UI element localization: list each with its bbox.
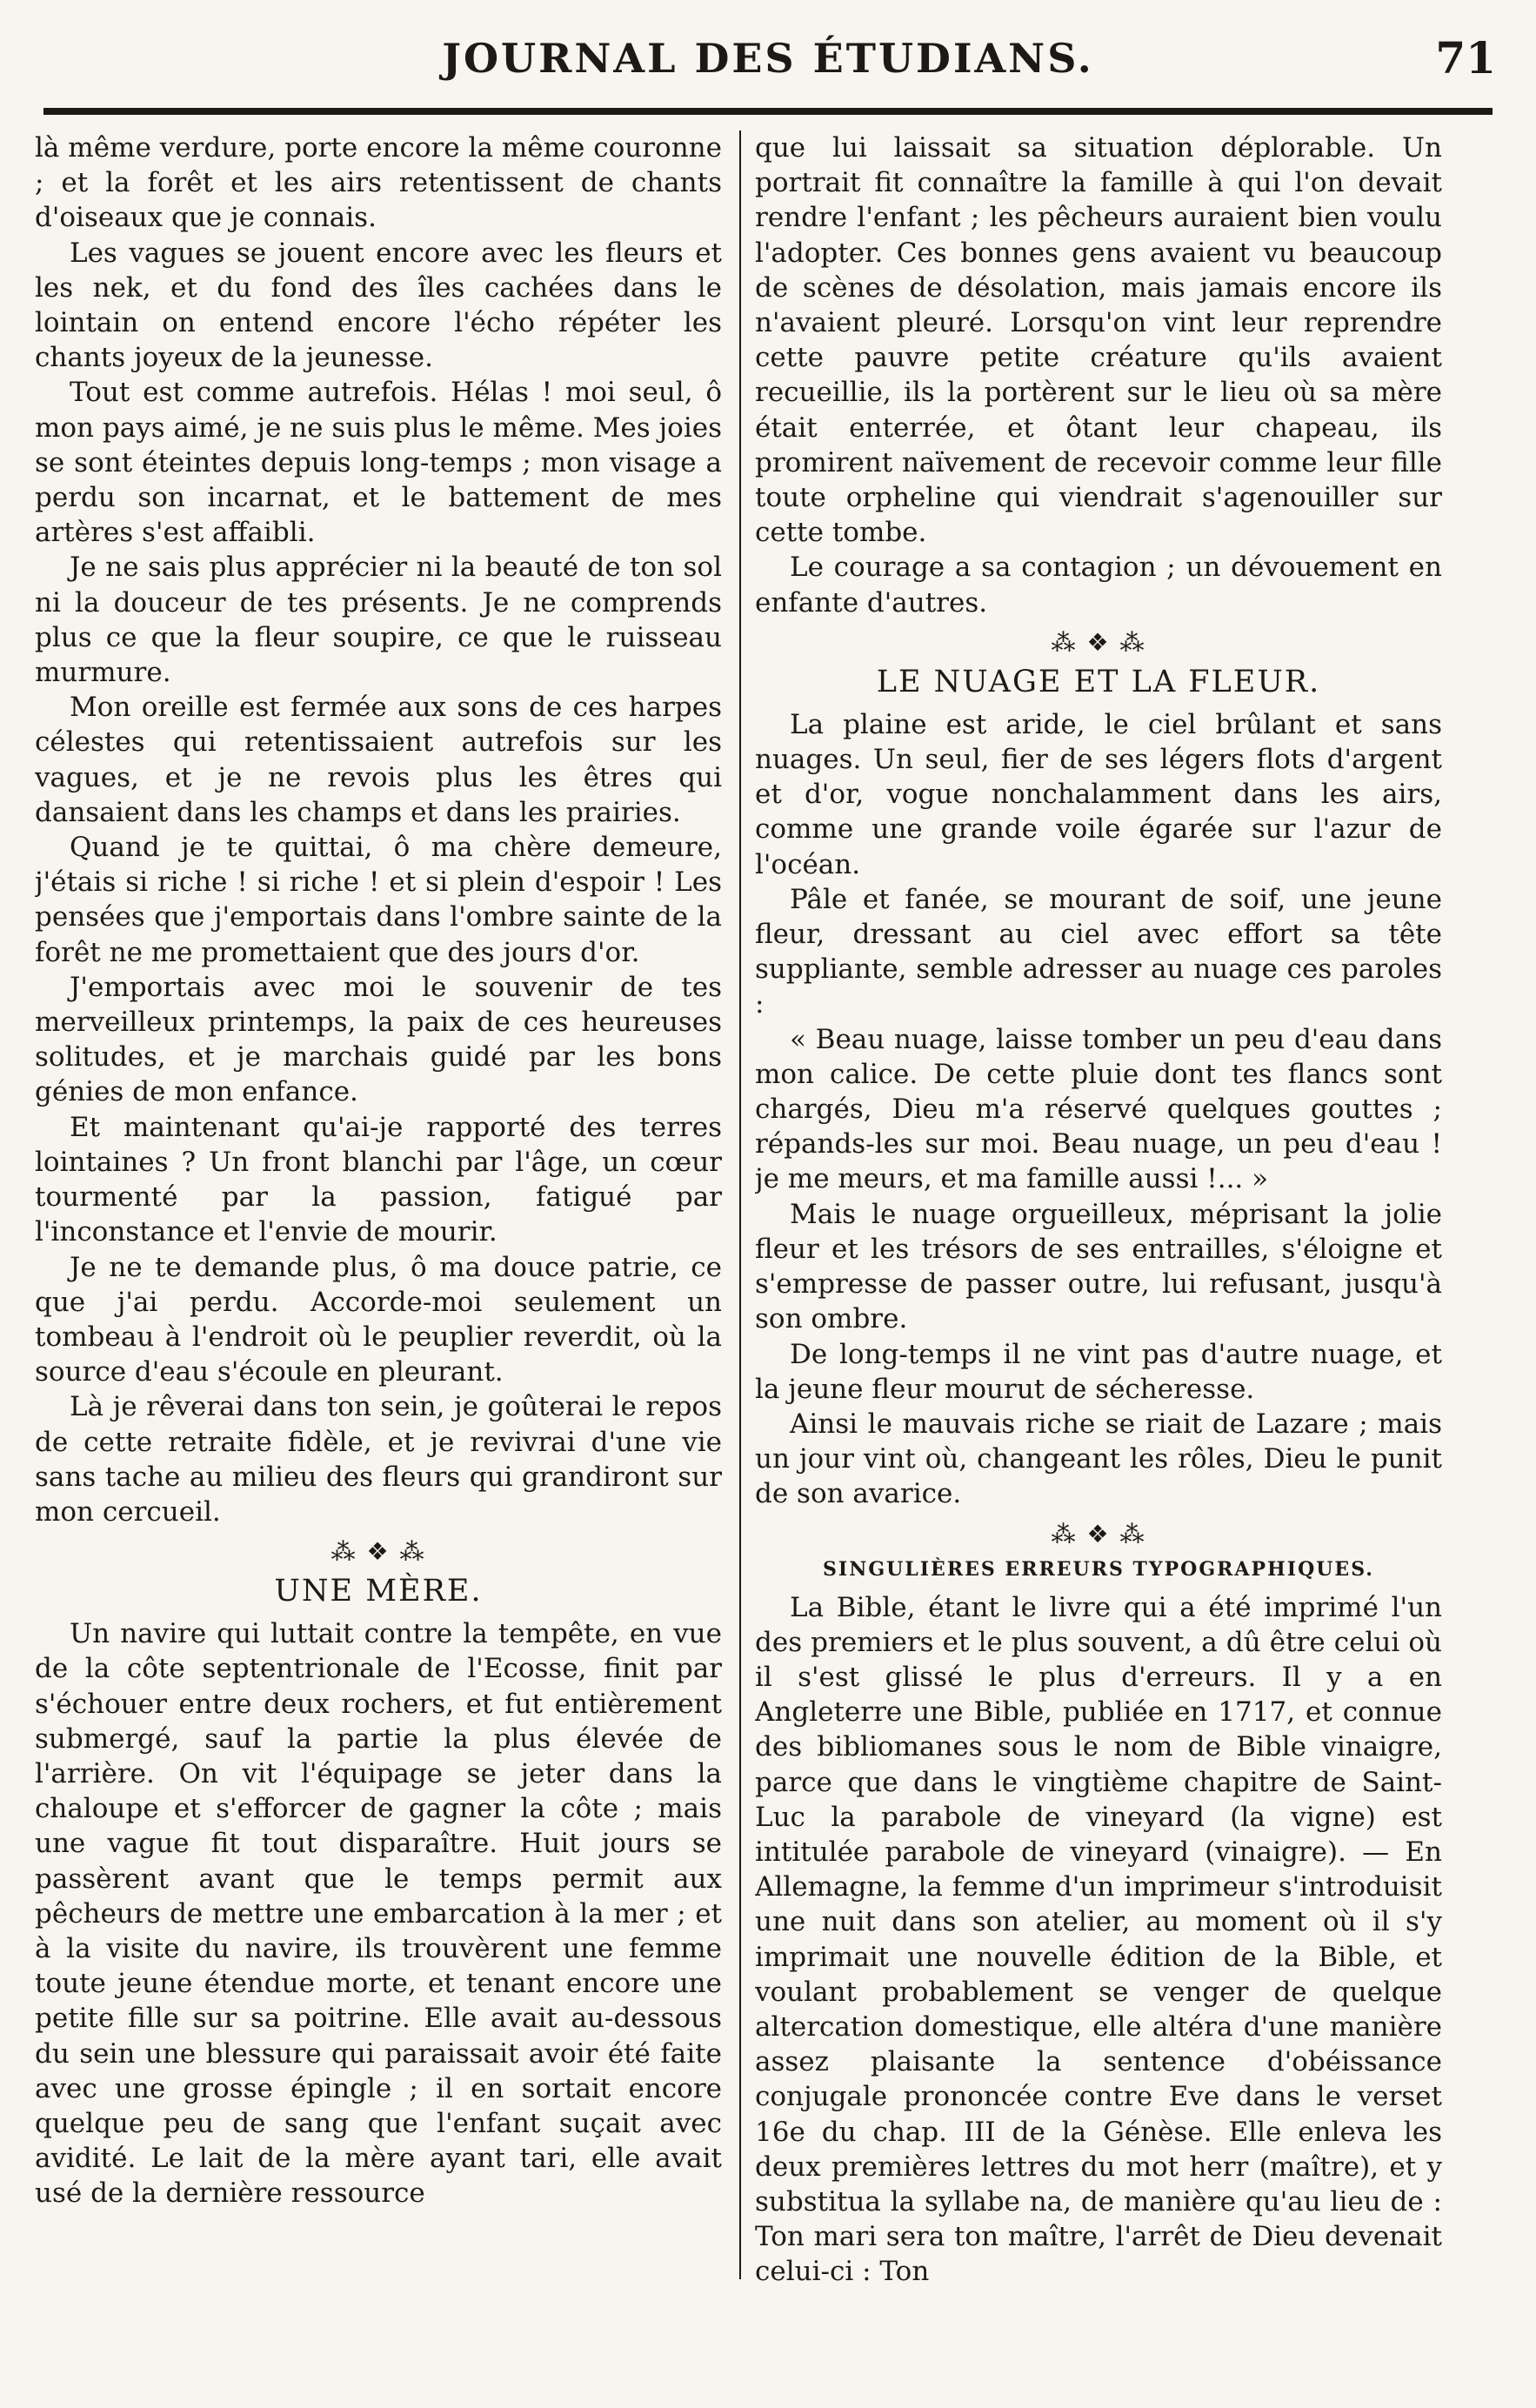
paragraph: Mon oreille est fermée aux sons de ces harpes célestes qui retentissaient autrefois sur les vagues, et je ne revois plus les êtres qui dansaient dans les champs et dans les prairies. xyxy=(35,692,722,828)
section-title-nuage-fleur: LE NUAGE ET LA FLEUR. xyxy=(876,664,1321,699)
paragraph: Là je rêverai dans ton sein, je goûterai le repos de cette retraite fidèle, et je revivrai d'une vie sans tache au milieu des fleurs qui grandiront sur mon cercueil. xyxy=(35,1391,722,1528)
page-number: 71 xyxy=(1435,32,1496,84)
column-rule xyxy=(739,130,741,2279)
running-title: JOURNAL DES ÉTUDIANS. xyxy=(442,35,1094,82)
paragraph: Quand je te quittai, ô ma chère demeure, j'étais si riche ! si riche ! et si plein d'espoir ! Les pensées que j'emportais dans l'ombre sainte de la forêt ne me promettaient que des jours d'or. xyxy=(35,832,722,968)
page-header xyxy=(35,28,1501,108)
paragraph: là même verdure, porte encore la même couronne ; et la forêt et les airs retentissent de chants d'oiseaux que je connais. xyxy=(35,132,722,234)
paragraph: Je ne sais plus apprécier ni la beauté de ton sol ni la douceur de tes présents. Je ne comprends plus ce que la fleur soupire, ce que le ruisseau murmure. xyxy=(35,552,722,689)
section-title-une-mere: UNE MÈRE. xyxy=(274,1574,483,1609)
paragraph: Mais le nuage orgueilleux, méprisant la jolie fleur et les trésors de ses entrailles, s'éloigne et s'empresse de passer outre, lui refusant, jusqu'à son ombre. xyxy=(755,1198,1442,1335)
paragraph: Les vagues se jouent encore avec les fleurs et les nek, et du fond des îles cachées dans le lointain on entend encore l'écho répéter les chants joyeux de la jeunesse. xyxy=(35,237,722,374)
section-title-erreurs: SINGULIÈRES ERREURS TYPOGRAPHIQUES. xyxy=(823,1557,1374,1581)
paragraph: Pâle et fanée, se mourant de soif, une jeune fleur, dressant au ciel avec effort sa tête suppliante, semble adresser au nuage ces paroles : xyxy=(755,883,1442,1020)
paragraph: « Beau nuage, laisse tomber un peu d'eau dans mon calice. De cette pluie dont tes flancs sont chargés, Dieu m'a réservé quelques gouttes ; répands-les sur moi. Beau nuage, un peu d'eau ! je me meurs, et ma famille aussi !... » xyxy=(755,1023,1442,1195)
right-column xyxy=(755,130,1442,2358)
paragraph: La plaine est aride, le ciel brûlant et sans nuages. Un seul, fier de ses légers flots d'argent et d'or, vogue nonchalamment dans les airs, comme une grande voile égarée sur l'azur de l'océan. xyxy=(755,708,1442,880)
section-ornament: ⁂ ❖ ⁂ xyxy=(331,1537,426,1567)
paragraph: Je ne te demande plus, ô ma douce patrie, ce que j'ai perdu. Accorde-moi seulement un tombeau à l'endroit où le peuplier reverdit, où la source d'eau s'écoule en pleurant. xyxy=(35,1251,722,1388)
left-column xyxy=(35,130,722,2358)
paragraph: Tout est comme autrefois. Hélas ! moi seul, ô mon pays aimé, je ne suis plus le même. Mes joies se sont éteintes depuis long-temps ; mon visage a perdu son incarnat, et le battement de mes artères s'est affaibli. xyxy=(35,377,722,549)
paragraph: La Bible, étant le livre qui a été imprimé l'un des premiers et le plus souvent, a dû être celui où il s'est glissé le plus d'erreurs. Il y a en Angleterre une Bible, publiée en 1717, et connue des bibliomanes sous le nom de Bible vinaigre, parce que dans le vingtième chapitre de Saint-Luc la parabole de vineyard (la vigne) est intitulée parabole de vineyard (vinaigre). — En Allemagne, la femme d'un imprimeur s'introduisit une nuit dans son atelier, au moment où il s'y imprimait une nouvelle édition de la Bible, et voulant probablement se venger de quelque altercation domestique, elle altéra d'une manière assez plaisante la sentence d'obéissance conjugale prononcée contre Eve dans le verset 16e du chap. III de la Génèse. Elle enleva les deux premières lettres du mot herr (maître), et y substitua la syllabe na, de manière qu'au lieu de : Ton mari sera ton maître, l'arrêt de Dieu devenait celui-ci : Ton xyxy=(755,1591,1442,2288)
paragraph: Un navire qui luttait contre la tempête, en vue de la côte septentrionale de l'Ecosse, finit par s'échouer entre deux rochers, et fut entièrement submergé, sauf la partie la plus élevée de l'arrière. On vit l'équipage se jeter dans la chaloupe et s'efforcer de gagner la côte ; mais une vague fit tout disparaître. Huit jours se passèrent avant que le temps permit aux pêcheurs de mettre une embarcation à la mer ; et à la visite du navire, ils trouvèrent une femme toute jeune étendue morte, et tenant encore une petite fille sur sa poitrine. Elle avait au-dessous du sein une blessure qui paraissait avoir été faite avec une grosse épingle ; il en sortait encore quelque peu de sang que l'enfant suçait avec avidité. Le lait de la mère ayant tari, elle avait usé de la dernière ressource xyxy=(35,1618,722,2210)
paragraph: que lui laissait sa situation déplorable. Un portrait fit connaître la famille à qui l'on devait rendre l'enfant ; les pêcheurs auraient bien voulu l'adopter. Ces bonnes gens avaient vu beaucoup de scènes de désolation, mais jamais encore ils n'avaient pleuré. Lorsqu'on vint leur reprendre cette pauvre petite créature qu'ils avaient recueillie, ils la portèrent sur le lieu où sa mère était enterrée, et ôtant leur chapeau, ils promirent naïvement de recevoir comme leur fille toute orpheline qui viendrait s'agenouiller sur cette tombe. xyxy=(755,132,1442,549)
paragraph: Et maintenant qu'ai-je rapporté des terres lointaines ? Un front blanchi par l'âge, un cœur tourmenté par la passion, fatigué par l'inconstance et l'envie de mourir. xyxy=(35,1111,722,1248)
paragraph: De long-temps il ne vint pas d'autre nuage, et la jeune fleur mourut de sécheresse. xyxy=(755,1338,1442,1405)
paragraph: Ainsi le mauvais riche se riait de Lazare ; mais un jour vint où, changeant les rôles, Dieu le punit de son avarice. xyxy=(755,1408,1442,1510)
section-ornament: ⁂ ❖ ⁂ xyxy=(1051,627,1146,657)
paragraph: Le courage a sa contagion ; un dévouement en enfante d'autres. xyxy=(755,552,1442,619)
section-ornament: ⁂ ❖ ⁂ xyxy=(1051,1519,1146,1548)
paragraph: J'emportais avec moi le souvenir de tes merveilleux printemps, la paix de ces heureuses solitudes, et je marchais guidé par les bons génies de mon enfance. xyxy=(35,971,722,1108)
header-rule xyxy=(43,108,1493,115)
